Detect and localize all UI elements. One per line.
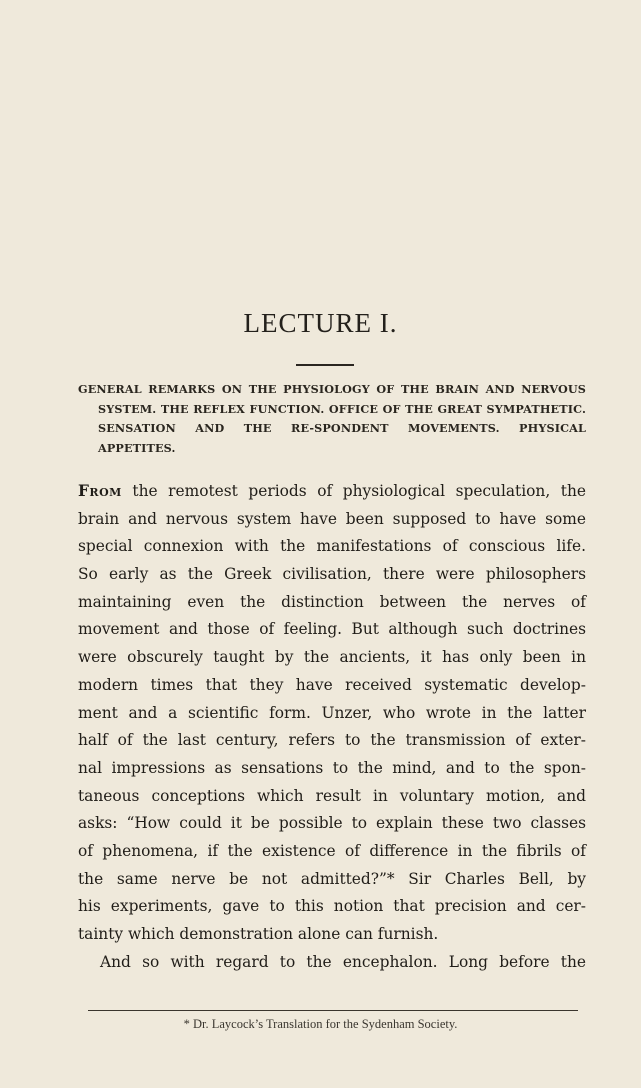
body-line: brain and nervous system have been supposed to have some <box>78 509 586 528</box>
body-line: tainty which demonstration alone can furnish. <box>78 925 439 943</box>
body-line: maintaining even the distinction between the nerves of <box>78 592 586 611</box>
footnote-rule <box>88 1010 578 1011</box>
lecture-heading: LECTURE I. <box>243 308 398 338</box>
body-line: So early as the Greek civilisation, there were philosophers <box>78 565 586 584</box>
body-line-text: the remotest periods of physiological speculation, the <box>121 482 586 500</box>
body-line: movement and those of feeling. But although such doctrines <box>78 620 586 639</box>
body-line <box>78 478 586 506</box>
body-line: asks: “How could it be possible to explain these two classes <box>78 814 586 833</box>
body-line: of phenomena, if the existence of difference in the fibrils of <box>78 841 586 860</box>
body-line: half of the last century, refers to the transmission of exter- <box>78 731 586 750</box>
body-line: taneous conceptions which result in voluntary motion, and <box>78 786 586 805</box>
body-line: his experiments, gave to this notion that precision and cer- <box>78 897 586 916</box>
body-line: And so with regard to the encephalon. Long before the <box>100 952 586 971</box>
footnote: * Dr. Laycock’s Translation for the Sydenham Society. <box>183 1017 458 1031</box>
drop-word: From <box>78 482 122 500</box>
body-text <box>78 478 586 976</box>
body-line: nal impressions as sensations to the mind, and to the spon- <box>78 758 586 777</box>
lecture-summary: GENERAL REMARKS ON THE PHYSIOLOGY OF THE BRAIN AND NERVOUS SYSTEM. THE REFLEX FUNCTION. OFFICE OF THE GREAT SYMPATHETIC. SENSATION AND THE RE-SPONDENT MOVEMENTS. PHYSICAL APPETITES. <box>78 382 586 455</box>
heading-rule <box>296 364 354 366</box>
body-line: ment and a scientific form. Unzer, who wrote in the latter <box>78 703 586 722</box>
body-line: special connexion with the manifestations of conscious life. <box>78 537 586 556</box>
body-line: the same nerve be not admitted?”* Sir Charles Bell, by <box>78 869 586 888</box>
body-line: were obscurely taught by the ancients, it has only been in <box>78 648 586 667</box>
body-line: modern times that they have received systematic develop- <box>78 675 586 694</box>
